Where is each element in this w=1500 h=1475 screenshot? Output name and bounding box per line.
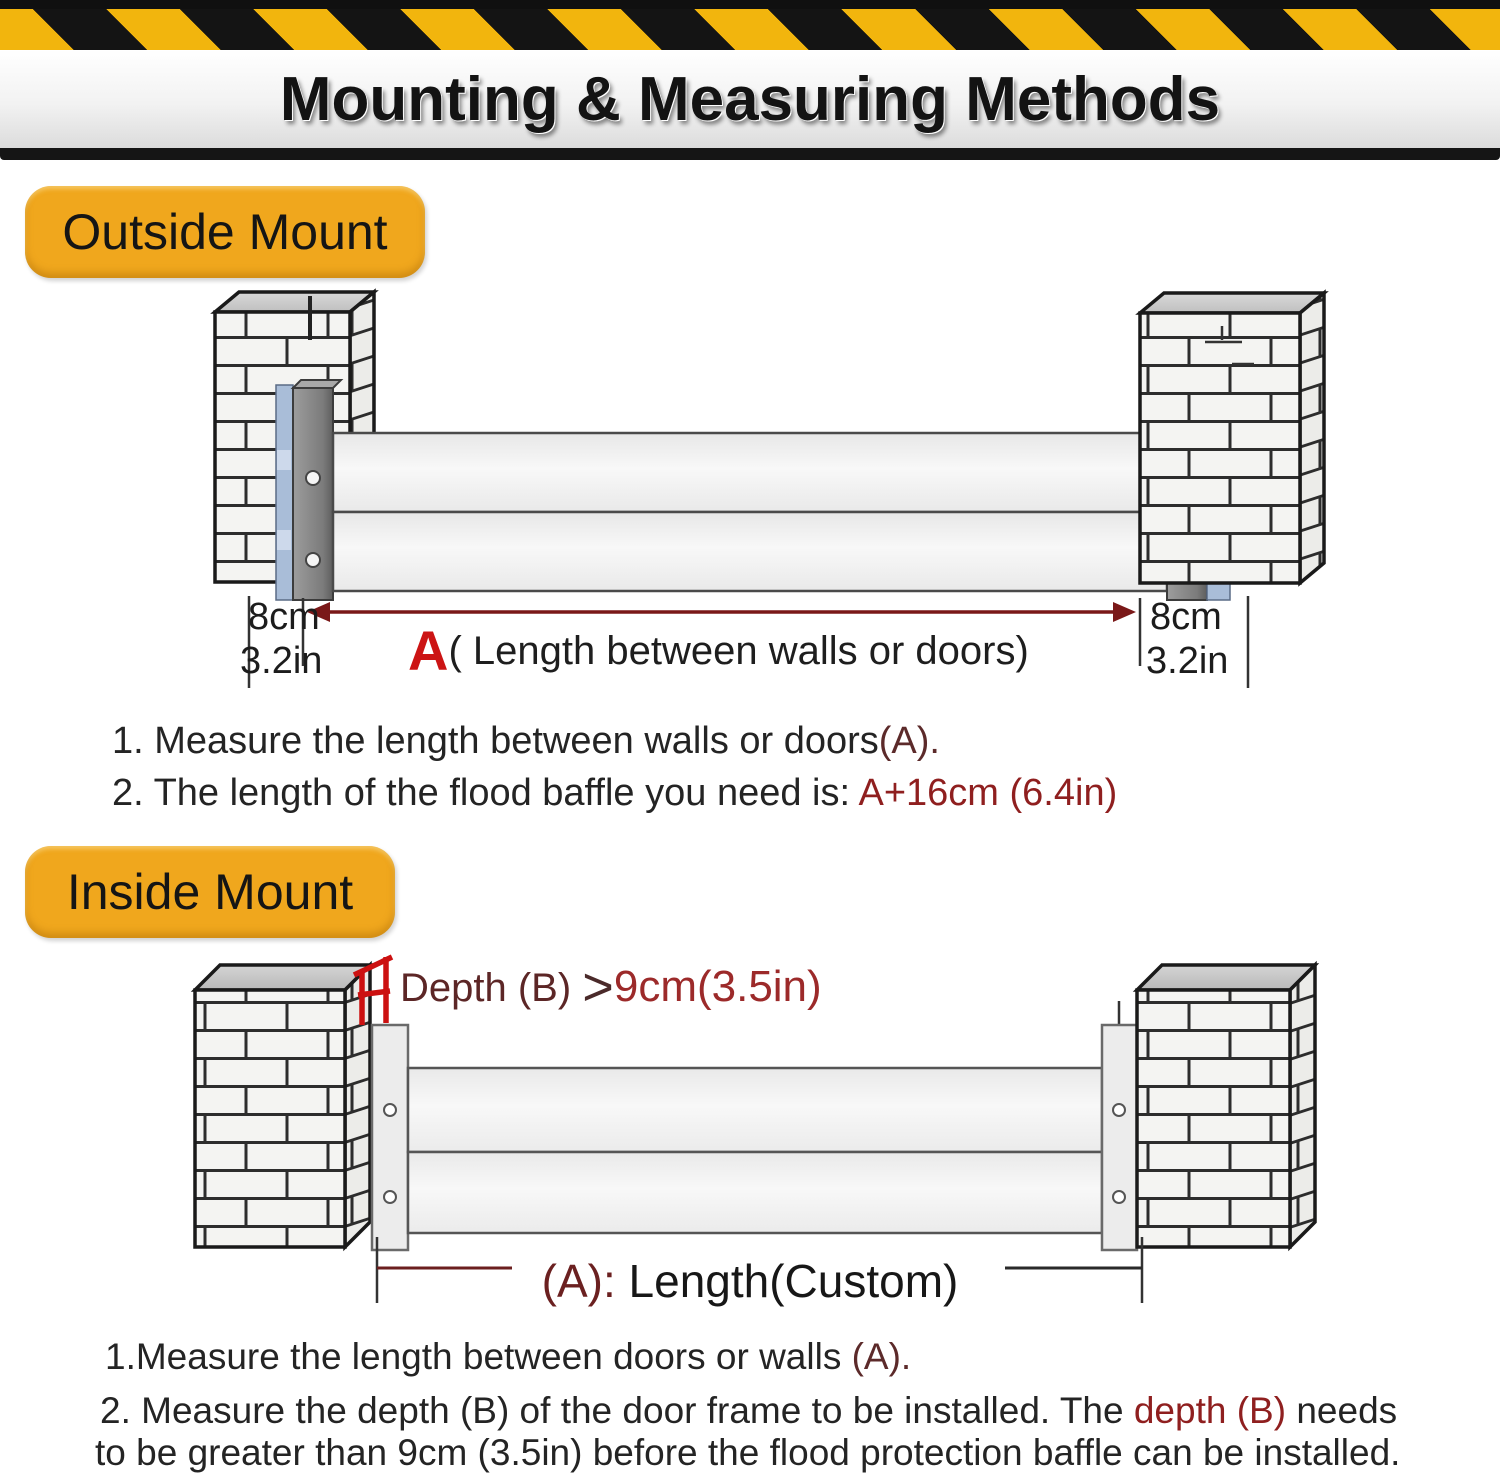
inside-instruction-2: 2. Measure the depth (B) of the door frame to be installed. The depth (B) needs xyxy=(100,1390,1398,1431)
baffle-panel-top xyxy=(333,433,1167,512)
dim-right-in: 3.2in xyxy=(1146,640,1229,682)
arrowhead-right xyxy=(1113,602,1136,622)
channel-post xyxy=(1102,1025,1137,1250)
inside-instruction-1: 1.Measure the length between doors or walls (A). xyxy=(105,1336,912,1377)
outside-instruction-1: 1. Measure the length between walls or doors(A). xyxy=(112,720,940,762)
screw-hole xyxy=(384,1104,396,1116)
length-a-text: ( Length between walls or doors) xyxy=(448,629,1029,673)
outside-instruction-2: 2. The length of the flood baffle you need is: A+16cm (6.4in) xyxy=(112,772,1118,814)
dim-left-in: 3.2in xyxy=(240,640,323,682)
outside-mount-badge-label: Outside Mount xyxy=(62,204,388,260)
screw-hole xyxy=(306,471,320,485)
hazard-stripe-banner xyxy=(0,9,1500,52)
inside-instruction-3: to be greater than 9cm (3.5in) before the flood protection baffle can be installed. xyxy=(95,1432,1401,1473)
outside-right-pillar xyxy=(1140,293,1324,583)
channel-post xyxy=(293,388,333,600)
title-divider-bar xyxy=(0,148,1500,160)
screw-hole xyxy=(1113,1191,1125,1203)
title-band xyxy=(0,50,1500,148)
dim-left-cm: 8cm xyxy=(248,596,320,638)
baffle-panel-bottom xyxy=(408,1152,1102,1233)
page-title: Mounting & Measuring Methods xyxy=(279,64,1221,134)
depth-b-label: Depth (B) >9cm(3.5in) xyxy=(400,957,822,1017)
inside-right-bracket xyxy=(1102,1001,1137,1250)
inside-mount-badge-label: Inside Mount xyxy=(66,864,354,920)
inside-mount-badge xyxy=(25,846,395,938)
length-a-label xyxy=(408,618,1029,683)
channel-post xyxy=(372,1025,408,1250)
baffle-panel-top xyxy=(408,1068,1102,1152)
gasket-strip xyxy=(276,385,293,600)
outside-mount-badge xyxy=(25,186,425,278)
inside-left-pillar xyxy=(195,965,370,1247)
inside-baffle-panels xyxy=(408,1068,1102,1233)
inside-right-pillar xyxy=(1137,965,1315,1247)
baffle-panel-bottom xyxy=(333,512,1167,591)
length-a-letter: A xyxy=(408,619,449,682)
length-custom-label: (A): Length(Custom) xyxy=(541,1255,959,1307)
screw-hole xyxy=(1113,1104,1125,1116)
inside-left-bracket xyxy=(372,1025,408,1250)
outside-left-bracket xyxy=(276,380,341,600)
screw-hole xyxy=(384,1191,396,1203)
screw-hole xyxy=(306,553,320,567)
outside-baffle-panels xyxy=(333,433,1167,591)
top-black-strip xyxy=(0,0,1500,9)
dim-right-cm: 8cm xyxy=(1150,596,1222,638)
